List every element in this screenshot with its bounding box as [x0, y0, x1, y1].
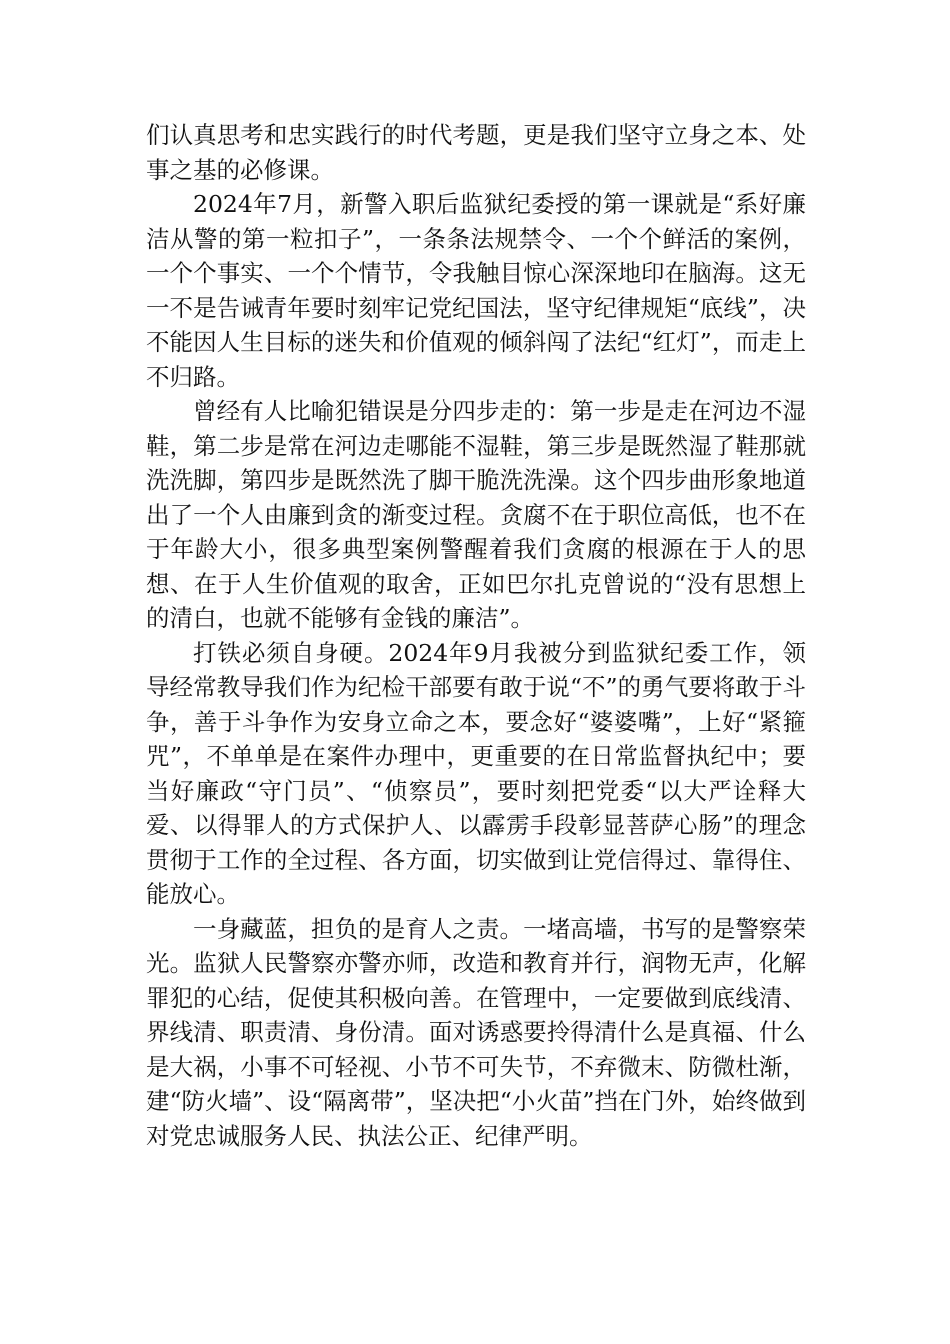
paragraph-3: 曾经有人比喻犯错误是分四步走的：第一步是走在河边不湿鞋，第二步是常在河边走哪能不湿鞋，第三步是既然湿了鞋那就洗洗脚，第四步是既然洗了脚干脆洗洗澡。这个四步曲形象地道出了一个人由廉到贪的渐变过程。贪腐不在于职位高低，也不在于年龄大小，很多典型案例警醒着我们贪腐的根源在于人的思想、在于人生价值观的取舍，正如巴尔扎克曾说的“没有思想上的清白，也就不能够有金钱的廉洁”。	[146, 397, 806, 632]
document-body	[146, 118, 806, 1153]
paragraph-4: 打铁必须自身硬。2024年9月我被分到监狱纪委工作，领导经常教导我们作为纪检干部要有敢于说“不”的勇气要将敢于斗争，善于斗争作为安身立命之本，要念好“婆婆嘴”，上好“紧箍咒”，不单单是在案件办理中，更重要的在日常监督执纪中；要当好廉政“守门员”、“侦察员”，要时刻把党委“以大严诠释大爱、以得罪人的方式保护人、以霹雳手段彰显菩萨心肠”的理念贯彻于工作的全过程、各方面，切实做到让党信得过、靠得住、能放心。	[146, 638, 806, 908]
paragraph-1: 们认真思考和忠实践行的时代考题，更是我们坚守立身之本、处事之基的必修课。	[146, 121, 806, 184]
paragraph-5: 一身藏蓝，担负的是育人之责。一堵高墙，书写的是警察荣光。监狱人民警察亦警亦师，改造和教育并行，润物无声，化解罪犯的心结，促使其积极向善。在管理中，一定要做到底线清、界线清、职责清、身份清。面对诱惑要拎得清什么是真福、什么是大祸，小事不可轻视、小节不可失节，不弃微末、防微杜渐，建“防火墙”、设“隔离带”，坚决把“小火苗”挡在门外，始终做到对党忠诚服务人民、执法公正、纪律严明。	[146, 914, 806, 1150]
paragraph-2: 2024年7月，新警入职后监狱纪委授的第一课就是“系好廉洁从警的第一粒扣子”，一条条法规禁令、一个个鲜活的案例，一个个事实、一个个情节，令我触目惊心深深地印在脑海。这无一不是告诫青年要时刻牢记党纪国法，坚守纪律规矩“底线”，决不能因人生目标的迷失和价值观的倾斜闯了法纪“红灯”，而走上不归路。	[146, 190, 806, 391]
